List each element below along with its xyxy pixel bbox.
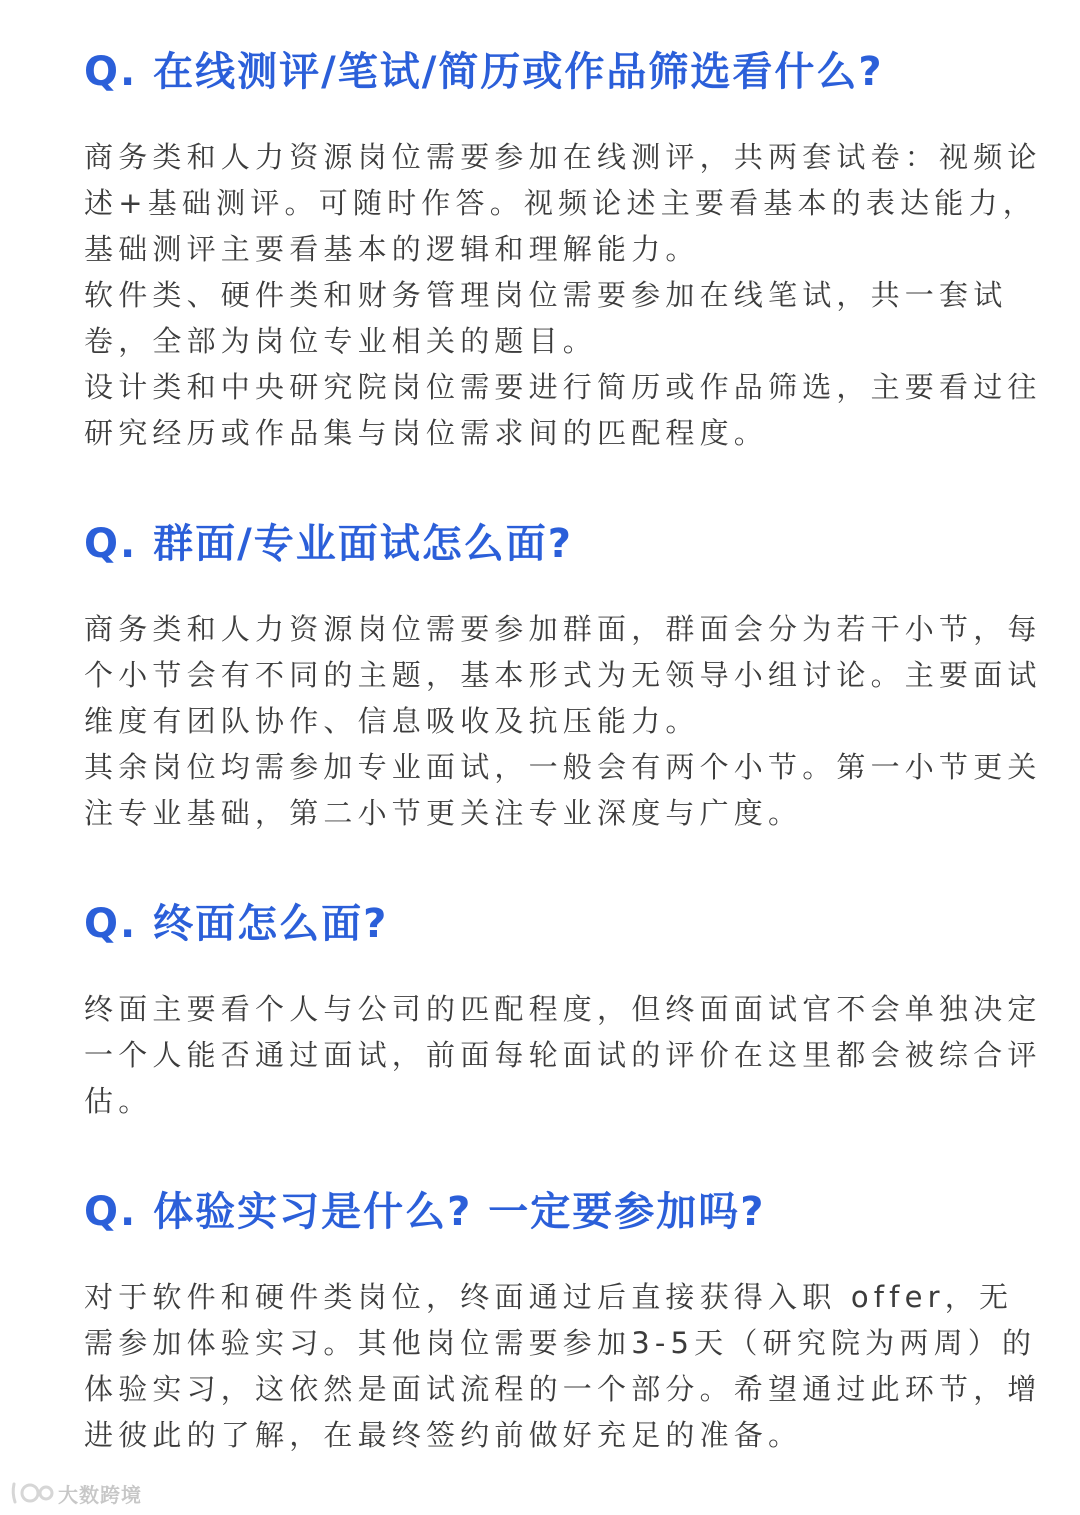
question-heading: Q. 体验实习是什么? 一定要参加吗? [84, 1189, 766, 1235]
answer-paragraph: 商务类和人力资源岗位需要参加在线测评，共两套试卷：视频论述+基础测评。可随时作答。视频论述主要看基本的表达能力，基础测评主要看基本的逻辑和理解能力。 [84, 140, 1042, 266]
answer [84, 606, 1044, 836]
answer-paragraph: 其余岗位均需参加专业面试，一般会有两个小节。第一小节更关注专业基础，第二小节更关注专业深度与广度。 [84, 750, 1042, 830]
faq-section-online-assessment [84, 48, 1044, 456]
faq-section-final-interview [84, 900, 1044, 1124]
question-heading: Q. 终面怎么面? [84, 901, 389, 947]
watermark [10, 1478, 142, 1508]
answer [84, 1274, 1044, 1458]
faq-section-group-interview [84, 520, 1044, 836]
answer-paragraph: 设计类和中央研究院岗位需要进行简历或作品筛选，主要看过往研究经历或作品集与岗位需求间的匹配程度。 [84, 370, 1042, 450]
answer-paragraph: 软件类、硬件类和财务管理岗位需要参加在线笔试，共一套试卷，全部为岗位专业相关的题目。 [84, 278, 1008, 358]
question-heading: Q. 群面/专业面试怎么面? [84, 521, 573, 567]
answer-paragraph: 终面主要看个人与公司的匹配程度，但终面面试官不会单独决定一个人能否通过面试，前面每轮面试的评价在这里都会被综合评估。 [84, 992, 1042, 1118]
brand-logo-icon [10, 1478, 54, 1508]
answer-paragraph: 商务类和人力资源岗位需要参加群面，群面会分为若干小节，每个小节会有不同的主题，基本形式为无领导小组讨论。主要面试维度有团队协作、信息吸收及抗压能力。 [84, 612, 1042, 738]
watermark-text: 大数跨境 [58, 1482, 142, 1507]
answer-paragraph: 对于软件和硬件类岗位，终面通过后直接获得入职 offer，无需参加体验实习。其他岗位需要参加3-5天（研究院为两周）的体验实习，这依然是面试流程的一个部分。希望通过此环节，增进彼此的了解，在最终签约前做好充足的准备。 [84, 1280, 1042, 1452]
question-heading: Q. 在线测评/笔试/简历或作品筛选看什么? [84, 49, 884, 95]
faq-section-internship [84, 1188, 1044, 1458]
answer [84, 986, 1044, 1124]
answer [84, 134, 1044, 456]
